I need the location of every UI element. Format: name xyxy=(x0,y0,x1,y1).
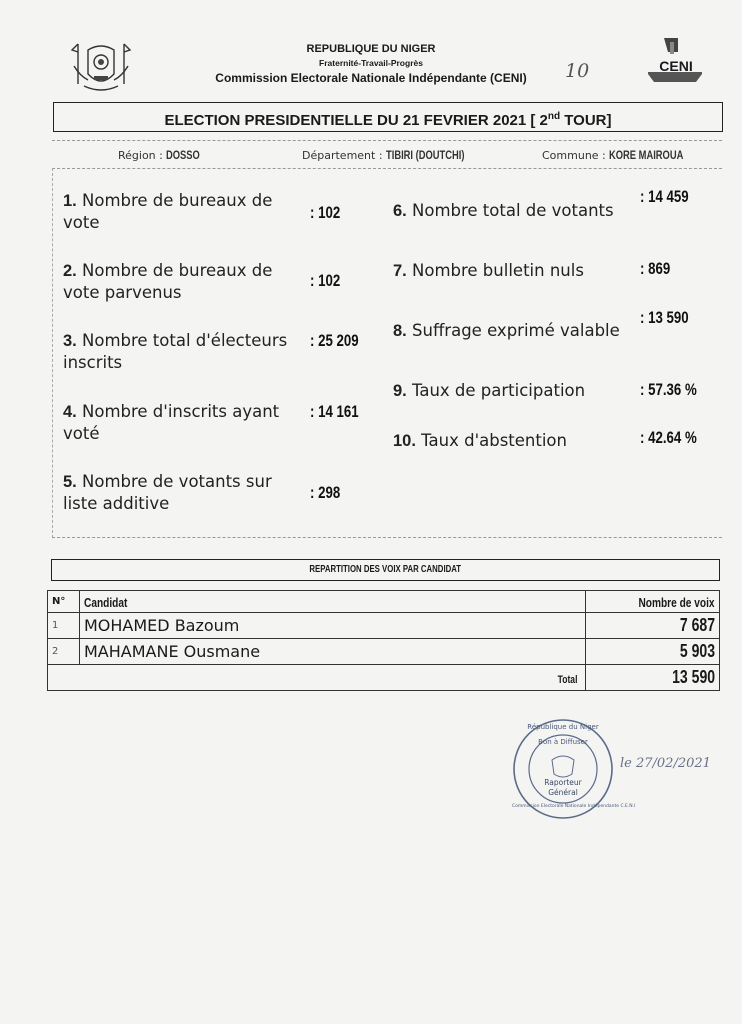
stat-4-value: : 14 161 xyxy=(310,402,359,421)
table-row xyxy=(48,639,720,665)
stamp-outer-text: République du Niger xyxy=(527,723,599,731)
stamp-bottom-text: Commission Electorale Nationale Indépendante C.E.N.I xyxy=(512,804,636,809)
table-header-row xyxy=(48,591,720,613)
table-total-row xyxy=(48,665,720,691)
election-title xyxy=(53,102,723,132)
election-title-end: TOUR] xyxy=(560,112,612,129)
candidate-name: MOHAMED Bazoum xyxy=(80,613,586,639)
candidate-votes: 5 903 xyxy=(586,639,720,665)
stamp-line-2: Général xyxy=(548,788,578,797)
total-value: 13 590 xyxy=(586,665,720,691)
col-no-header: N° xyxy=(48,591,80,613)
col-voix-header: Nombre de voix xyxy=(586,591,720,613)
repartition-title: REPARTITION DES VOIX PAR CANDIDAT xyxy=(309,564,462,575)
stat-2-label: 2. Nombre de bureaux de vote parvenus xyxy=(63,261,273,302)
motto: Fraternité-Travail-Progrès xyxy=(319,58,423,68)
region-field: Région : DOSSO xyxy=(118,148,201,162)
stat-10-label: 10. Taux d'abstention xyxy=(393,431,567,450)
region-value: DOSSO xyxy=(166,148,201,162)
stat-6-value: : 14 459 xyxy=(640,187,689,206)
stat-6-label: 6. Nombre total de votants xyxy=(393,201,614,220)
stat-5-value: : 298 xyxy=(310,483,341,502)
stat-8-value: : 13 590 xyxy=(640,308,689,327)
stat-9-value: : 57.36 % xyxy=(640,380,697,399)
handwritten-date: le 27/02/2021 xyxy=(620,756,711,771)
ceni-logo-text: CENI xyxy=(659,58,693,74)
election-title-superscript: nd xyxy=(547,111,561,122)
stamp-inner-text: Bon à Diffuser xyxy=(538,738,588,746)
col-candidat-header: Candidat xyxy=(80,591,586,613)
repartition-title-box xyxy=(51,559,720,581)
stat-1-label: 1. Nombre de bureaux de vote xyxy=(63,191,273,232)
stat-5-label: 5. Nombre de votants sur liste additive xyxy=(63,472,272,513)
stat-2-value: : 102 xyxy=(310,271,341,290)
table-row xyxy=(48,613,720,639)
total-label: Total xyxy=(48,665,586,691)
stat-7-label: 7. Nombre bulletin nuls xyxy=(393,261,584,280)
row-number: 1 xyxy=(48,613,80,639)
candidate-name: MAHAMANE Ousmane xyxy=(80,639,586,665)
stat-1-value: : 102 xyxy=(310,203,341,222)
commission-name: Commission Electorale Nationale Indépendante (CENI) xyxy=(215,71,527,85)
election-title-main: ELECTION PRESIDENTIELLE DU 21 FEVRIER 2021 [ 2 xyxy=(164,112,548,129)
commune-value: KORE MAIROUA xyxy=(609,148,684,162)
stat-3-value: : 25 209 xyxy=(310,331,359,350)
departement-field: Département : TIBIRI (DOUTCHI) xyxy=(302,148,465,162)
departement-value: TIBIRI (DOUTCHI) xyxy=(386,148,465,162)
commune-field: Commune : KORE MAIROUA xyxy=(542,148,684,162)
stat-7-value: : 869 xyxy=(640,259,671,278)
stat-4-label: 4. Nombre d'inscrits ayant voté xyxy=(63,402,280,443)
handwritten-number: 10 xyxy=(565,60,590,82)
row-number: 2 xyxy=(48,639,80,665)
stat-8-label: 8. Suffrage exprimé valable xyxy=(393,321,620,340)
stat-10-value: : 42.64 % xyxy=(640,428,697,447)
stat-9-label: 9. Taux de participation xyxy=(393,381,586,400)
official-stamp xyxy=(512,718,636,820)
republic-title: REPUBLIQUE DU NIGER xyxy=(306,43,436,55)
stamp-line-1: Raporteur xyxy=(544,778,582,787)
votes-table xyxy=(47,590,720,691)
stat-3-label: 3. Nombre total d'électeurs inscrits xyxy=(63,331,288,372)
candidate-votes: 7 687 xyxy=(586,613,720,639)
